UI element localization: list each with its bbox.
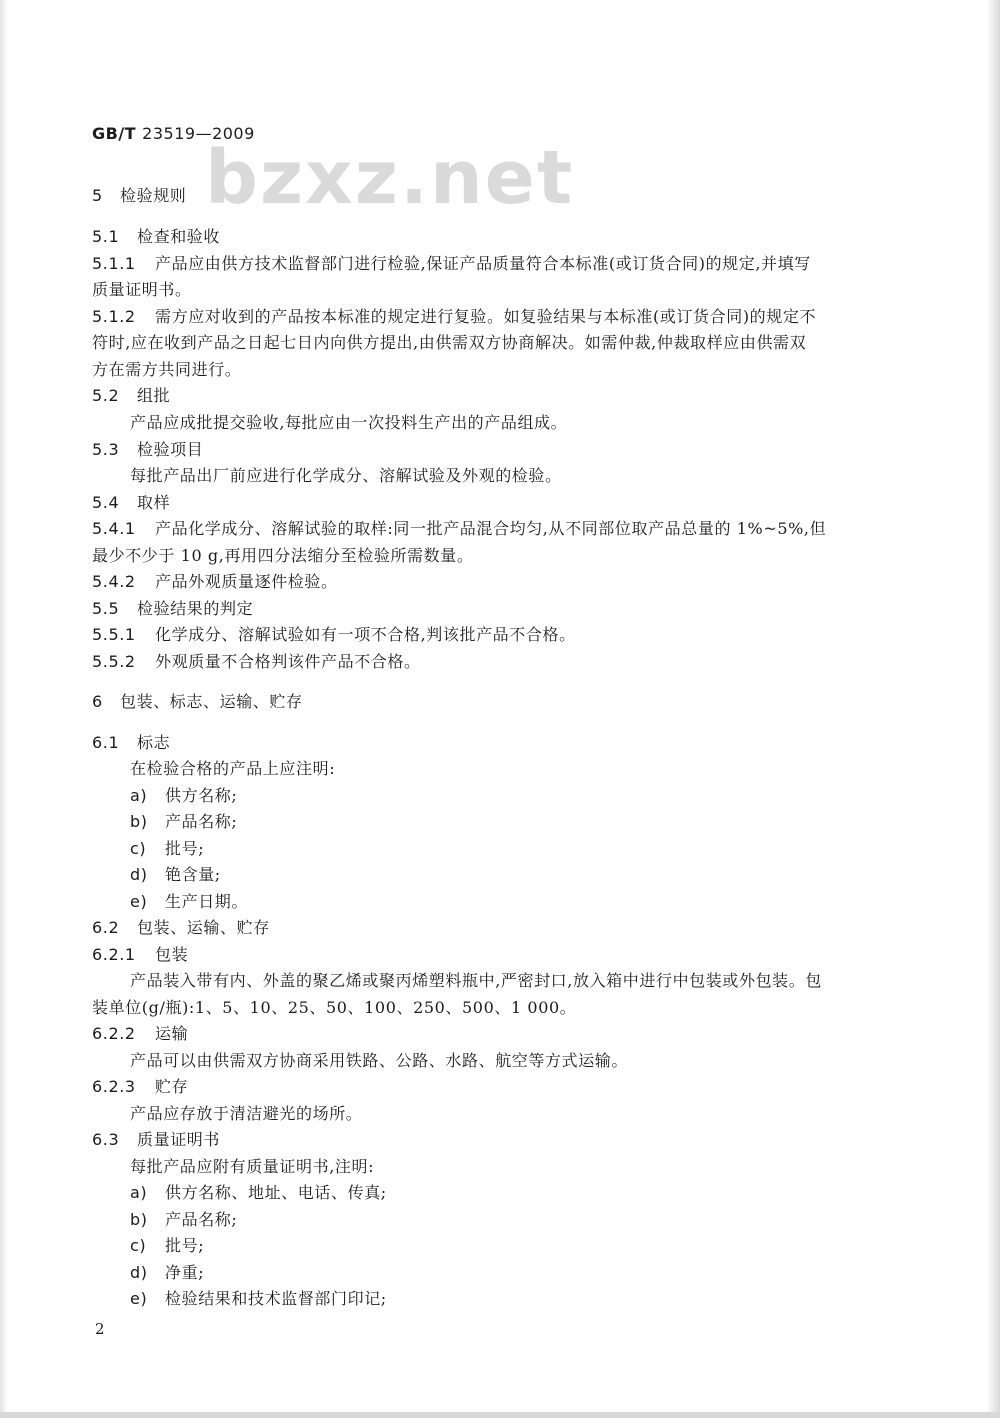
clause-number: 5: [92, 186, 103, 205]
clause-text: 检验结果的判定: [137, 599, 254, 618]
clause-text: 供方名称、地址、电话、传真;: [165, 1183, 387, 1202]
clause-text: 检验结果和技术监督部门印记;: [165, 1289, 387, 1308]
clause-number: 5.5: [92, 599, 120, 618]
clause-number: 5.3: [92, 440, 120, 459]
clause-number: 5.5.2: [92, 652, 136, 671]
clause-text: 产品装入带有内、外盖的聚乙烯或聚丙烯塑料瓶中,严密封口,放入箱中进行中包装或外包装。包: [130, 971, 822, 990]
page-edge-shadow-right: [986, 0, 1000, 1418]
clause-text: 外观质量不合格判该件产品不合格。: [155, 652, 421, 671]
clause-text: 包装: [155, 945, 189, 964]
clause-number: a): [130, 786, 148, 805]
clause-text: 检验项目: [137, 440, 204, 459]
clause-text: 批号;: [165, 1236, 205, 1255]
clause-number: 6.2: [92, 918, 120, 937]
clause-text: 在检验合格的产品上应注明:: [130, 759, 336, 778]
clause-text: 符时,应在收到产品之日起七日内向供方提出,由供需双方协商解决。如需仲裁,仲裁取样应由供需双: [92, 333, 807, 352]
clause-text: 产品外观质量逐件检验。: [155, 572, 338, 591]
clause-text: 组批: [137, 386, 171, 405]
clause-text: 质量证明书。: [92, 280, 192, 299]
clause-number: 6.2.2: [92, 1024, 136, 1043]
clause-number: 5.4: [92, 493, 120, 512]
clause-text: 取样: [137, 493, 171, 512]
clause-text: 产品可以由供需双方协商采用铁路、公路、水路、航空等方式运输。: [130, 1051, 629, 1070]
page-number: 2: [95, 1320, 105, 1338]
clause-number: b): [130, 1210, 148, 1229]
clause-text: 包装、运输、贮存: [137, 918, 270, 937]
clause-text: 贮存: [155, 1077, 189, 1096]
clause-number: 6.3: [92, 1130, 120, 1149]
clause-text: 每批产品应附有质量证明书,注明:: [130, 1157, 375, 1176]
clause-number: 5.1.2: [92, 307, 136, 326]
clause-number: d): [130, 865, 148, 884]
clause-number: 5.2: [92, 386, 120, 405]
clause-number: 6.2.3: [92, 1077, 136, 1096]
clause-text: 产品应成批提交验收,每批应由一次投料生产出的产品组成。: [130, 413, 568, 432]
clause-text: 产品名称;: [165, 1210, 238, 1229]
clause-number: 6: [92, 692, 103, 711]
clause-number: 5.4.2: [92, 572, 136, 591]
clause-text: 检查和验收: [137, 227, 221, 246]
clause-number: a): [130, 1183, 148, 1202]
clause-number: b): [130, 812, 148, 831]
watermark: bzxz.net: [205, 135, 575, 221]
clause-text: 产品化学成分、溶解试验的取样:同一批产品混合均匀,从不同部位取产品总量的 1%~5%,但: [155, 519, 827, 538]
clause-number: c): [130, 839, 147, 858]
clause-text: 铯含量;: [165, 865, 221, 884]
clause-text: 化学成分、溶解试验如有一项不合格,判该批产品不合格。: [155, 625, 576, 644]
standard-code-number: 23519—2009: [142, 124, 255, 143]
clause-text: 每批产品出厂前应进行化学成分、溶解试验及外观的检验。: [130, 466, 562, 485]
clause-number: 6.2.1: [92, 945, 136, 964]
clause-text: 产品名称;: [165, 812, 238, 831]
clause-text: 净重;: [165, 1263, 205, 1282]
page-edge-shadow-bottom: [0, 1412, 1000, 1418]
clause-text: 批号;: [165, 839, 205, 858]
standard-code-prefix: GB/T: [92, 124, 137, 143]
clause-number: 5.4.1: [92, 519, 136, 538]
clause-text: 供方名称;: [165, 786, 238, 805]
clause-text: 产品应由供方技术监督部门进行检验,保证产品质量符合本标准(或订货合同)的规定,并填写: [155, 254, 811, 273]
page-edge-shadow-left: [0, 0, 8, 1418]
clause-number: 5.1: [92, 227, 120, 246]
clause-text: 质量证明书: [137, 1130, 221, 1149]
clause-number: 5.1.1: [92, 254, 136, 273]
clause-text: 标志: [137, 733, 171, 752]
clause-text: 运输: [155, 1024, 189, 1043]
clause-text: 检验规则: [120, 186, 187, 205]
clause-text: 需方应对收到的产品按本标准的规定进行复验。如复验结果与本标准(或订货合同)的规定不: [155, 307, 817, 326]
clause-number: 6.1: [92, 733, 120, 752]
clause-text: 最少不少于 10 g,再用四分法缩分至检验所需数量。: [92, 546, 474, 565]
clause-text: 方在需方共同进行。: [92, 360, 242, 379]
clause-text: 生产日期。: [165, 892, 249, 911]
clause-number: 5.5.1: [92, 625, 136, 644]
clause-number: c): [130, 1236, 147, 1255]
clause-text: 装单位(g/瓶):1、5、10、25、50、100、250、500、1 000。: [92, 998, 577, 1017]
clause-text: 产品应存放于清洁避光的场所。: [130, 1104, 363, 1123]
clause-number: d): [130, 1263, 148, 1282]
clause-text: 包装、标志、运输、贮存: [120, 692, 303, 711]
clause-number: e): [130, 892, 148, 911]
clause-number: e): [130, 1289, 148, 1308]
